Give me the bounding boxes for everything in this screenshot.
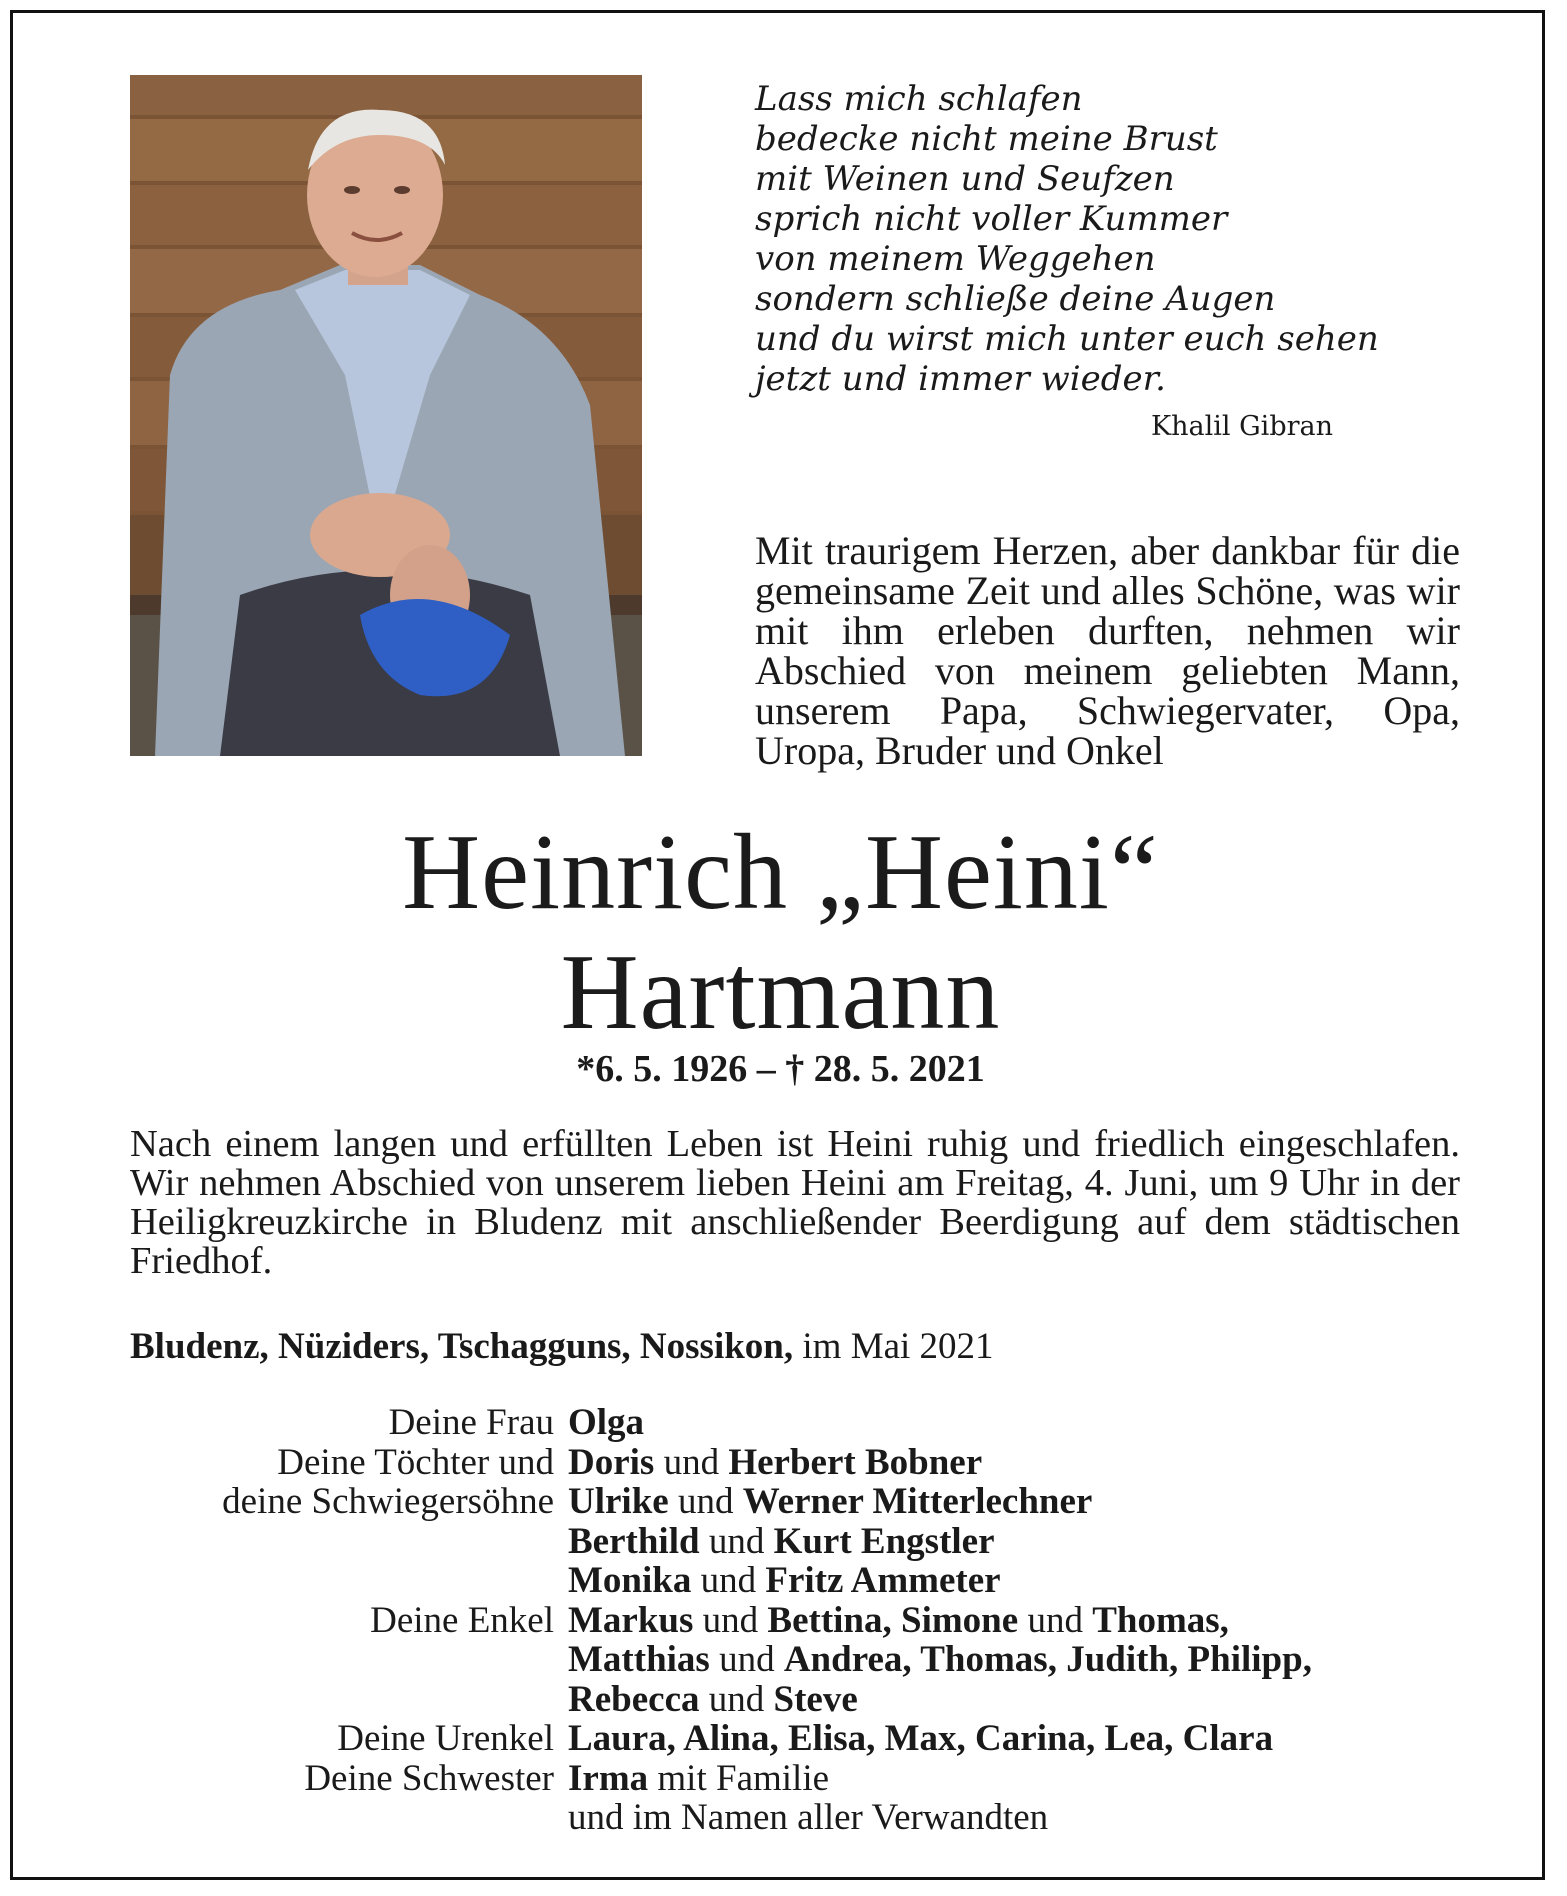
poem-line: sprich nicht voller Kummer [755,199,1228,239]
family-relation-label: Deine Töchter und [277,1441,554,1483]
family-row [130,1482,1460,1522]
family-connector: und [654,1441,729,1483]
family-row [130,1640,1460,1680]
family-relation-label [130,1798,568,1838]
family-members [568,1561,1460,1601]
poem-line: Lass mich schlafen [755,79,1083,119]
poem-line: jetzt und immer wieder. [755,359,1166,399]
family-relation-label: Deine Urenkel [337,1718,554,1759]
deceased-name [13,813,1548,1053]
family-members [568,1403,1460,1443]
family-row [130,1403,1460,1443]
poem-line: mit Weinen und Seufzen [755,159,1175,199]
family-row [130,1680,1460,1720]
family-relation-label: Deine Enkel [370,1599,554,1641]
family-member-name: Bettina, Simone [767,1599,1019,1641]
family-connector: und [1018,1599,1093,1641]
family-connector: und [691,1560,766,1601]
name-line-2: Hartmann [560,933,1001,1052]
poem-line: und du wirst mich unter euch sehen [755,319,1379,359]
family-connector: und [668,1481,743,1522]
portrait-photo [130,75,642,756]
family-connector: und [693,1599,768,1641]
family-member-name: Herbert Bobner [728,1441,983,1483]
poem-author: Khalil Gibran [1150,411,1333,442]
family-member-name: Matthias [568,1639,710,1680]
family-member-name: Ulrike [568,1481,669,1522]
family-row [130,1561,1460,1601]
family-connector: mit Familie [648,1757,830,1799]
poem-line: von meinem Weggehen [755,239,1156,279]
family-row [130,1798,1460,1838]
family-member-name: Rebecca [568,1678,700,1720]
family-members [568,1640,1460,1680]
family-members [568,1522,1460,1562]
family-row [130,1719,1460,1759]
family-member-name: Kurt Engstler [773,1520,995,1562]
family-relation-label [130,1522,568,1562]
family-relation-label: deine Schwiegersöhne [222,1481,554,1522]
family-row [130,1601,1460,1641]
family-member-name: Andrea, Thomas, Judith, Philipp, [783,1639,1312,1680]
family-relation-label: Deine Frau [388,1402,554,1443]
family-row [130,1522,1460,1562]
family-members [568,1680,1460,1720]
family-member-name: Berthild [568,1520,700,1562]
family-member-name: Irma [568,1757,649,1799]
place-date: im Mai 2021 [802,1326,994,1367]
family-relation-label: Deine Schwester [304,1757,554,1799]
family-connector: und [699,1520,774,1562]
funeral-notice: Nach einem langen und erfüllten Leben ist Heini ruhig und friedlich eingeschlafen. Wir nehmen Abschied von unserem lieben Heini am Freitag, 4. Juni, um 9 Uhr in der Heiligkreuzkirche in Bludenz mit anschließender Beerdigung auf dem städtischen Friedhof. [130,1123,1460,1282]
intro-paragraph: Mit traurigem Herzen, aber dankbar für die gemeinsame Zeit und alles Schöne, was wir mit ihm erleben durften, nehmen wir Abschied von meinem geliebten Mann, unserem Papa, Schwiegervater, Opa, Uropa, Bruder und Onkel [755,528,1460,773]
family-member-name: Werner Mitterlechner [742,1481,1093,1522]
family-relation-label [130,1680,568,1720]
family-relation-label [130,1640,568,1680]
place-towns: Bludenz, Nüziders, Tschagguns, Nossikon, [130,1326,794,1367]
family-member-name: Thomas, [1092,1599,1229,1641]
family-row [130,1443,1460,1483]
poem-line: bedecke nicht meine Brust [755,119,1218,159]
family-members [568,1759,1460,1799]
poem [755,79,1395,399]
family-member-name: Steve [773,1678,858,1720]
life-dates: *6. 5. 1926 – † 28. 5. 2021 [576,1048,985,1090]
name-line-1: Heinrich „Heini“ [402,813,1159,932]
family-member-name: Fritz Ammeter [765,1560,1001,1601]
family-member-name: Monika [568,1560,692,1601]
family-connector: und [699,1678,774,1720]
family-members [568,1798,1460,1838]
family-members [568,1443,1460,1483]
family-members [568,1482,1460,1522]
family-member-name: Doris [568,1441,655,1483]
family-members [568,1601,1460,1641]
family-list [130,1403,1460,1838]
family-member-name: Laura, Alina, Elisa, Max, Carina, Lea, Clara [568,1718,1274,1759]
family-members [568,1719,1460,1759]
place-date-line [130,1325,1460,1368]
poem-line: sondern schließe deine Augen [755,279,1276,319]
family-connector: und im Namen aller Verwandten [568,1797,1049,1838]
portrait-illustration [130,75,642,756]
family-relation-label [130,1561,568,1601]
family-member-name: Markus [568,1599,694,1641]
family-connector: und [709,1639,784,1680]
obituary-page [10,10,1545,1880]
family-member-name: Olga [568,1402,645,1443]
family-row [130,1759,1460,1799]
